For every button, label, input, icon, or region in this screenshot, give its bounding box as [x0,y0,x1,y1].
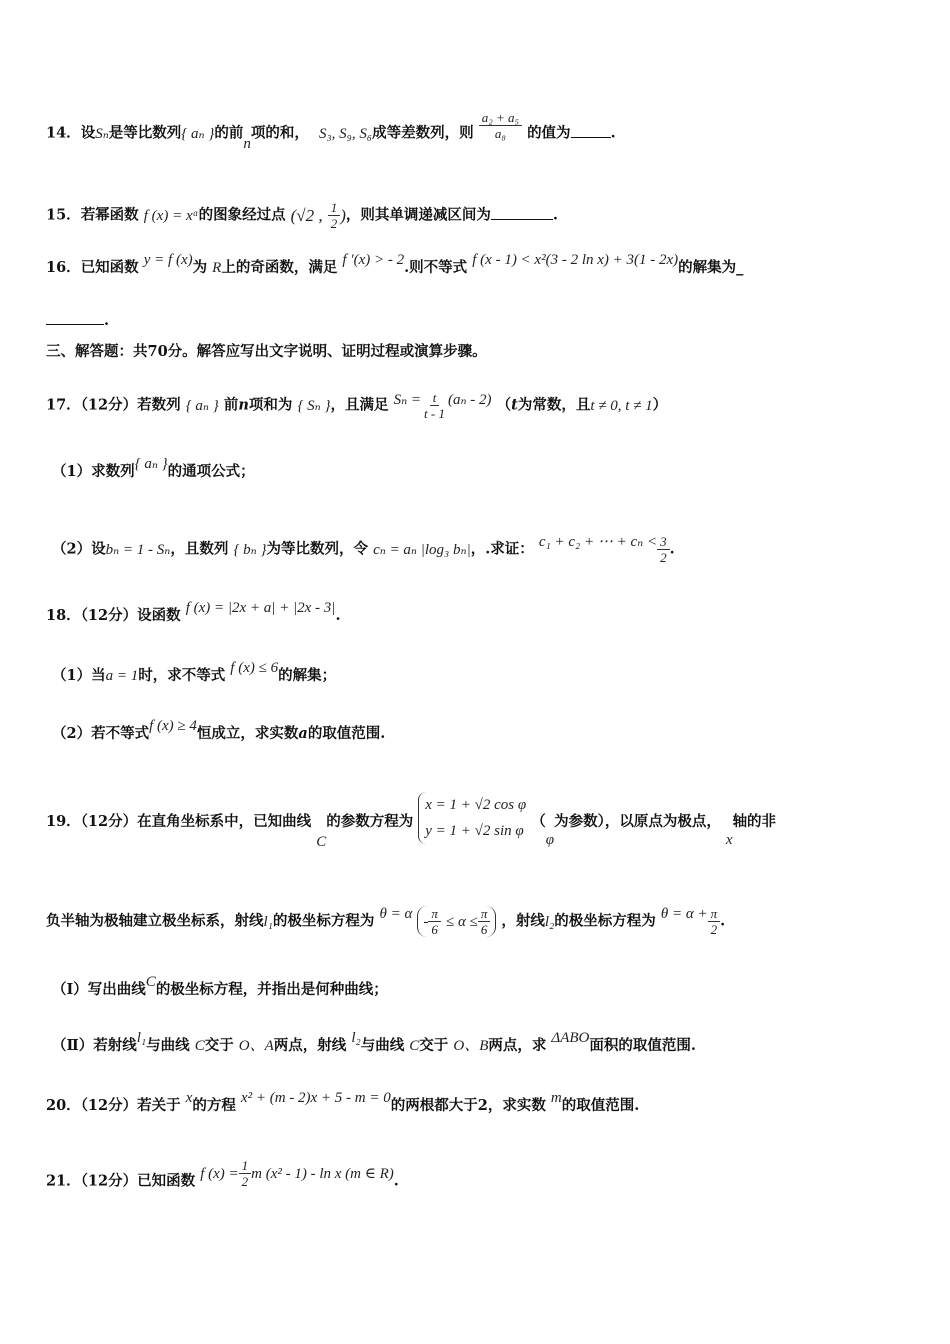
question-number: 20． [46,1097,81,1114]
text: （ [496,396,512,414]
question-21 [46,1158,910,1197]
fraction [421,390,448,421]
math-expression: l₂ [351,1030,361,1046]
text: 的两根都大于2，求实数 [390,1097,546,1114]
math-expression: f (x) ≥ 4 [149,718,197,734]
text: 设函数 [137,607,181,624]
question-17-part-1 [52,456,910,482]
fraction [478,906,491,937]
score-label: （12分） [80,813,138,830]
math-expression: x [185,1090,193,1106]
text: 与曲线 [146,1037,190,1054]
math-expression: C [145,974,156,990]
question-18 [46,600,910,626]
math-expression: l₁ [136,1030,147,1046]
question-18-part-2 [52,718,910,744]
math-expression: θ = α [379,905,413,922]
text: （Ⅰ）写出曲线 [52,981,146,998]
text: 的方程 [192,1097,236,1114]
interval-bracket [417,906,496,937]
math-expression: f (x) = xᵅ [143,207,199,224]
text: 的取值范围. [307,725,386,742]
math-expression: x = 1 + √2 cos φ [425,797,527,813]
math-expression: f (x) ≤ 6 [230,660,279,676]
text: ，且数列 [170,540,229,558]
math-expression: { aₙ } [181,125,215,142]
text: （2）设 [52,540,106,558]
math-expression: c₁ + c₂ + ⋯ + cₙ < [538,533,658,550]
text: . [720,912,726,930]
math-expression: f (x) = [200,1165,239,1182]
math-expression: ΔABO [551,1030,590,1046]
text: 设 [80,124,96,142]
text: . [393,1172,399,1190]
fraction-denominator: t - 1 [424,406,445,421]
fraction-denominator: 6 [480,922,488,937]
math-expression: (aₙ - 2) [447,391,492,408]
text: 成等差数列，则 [372,124,474,142]
fraction-numerator: a₂ + a₅ [479,110,522,126]
question-19-continued [46,906,910,937]
question-number: 16． [46,259,81,276]
fraction-numerator: 1 [328,200,341,216]
math-expression: l₁ [263,913,273,930]
text: 在直角坐标系中，已知曲线 [137,813,312,830]
text: 的前 [214,124,244,142]
text: 负半轴为极轴建立极坐标系，射线 [46,912,264,930]
text: 为常数，且 [517,396,591,414]
math-expression: θ = α + [660,905,708,922]
math-expression: n [243,135,251,152]
math-variable: a [298,725,308,742]
math-expression: m [550,1090,562,1106]
fraction [239,1158,252,1189]
text: . [552,206,558,224]
math-expression: x² + (m - 2)x + 5 - m = 0 [240,1090,391,1106]
math-expression: x [725,832,733,848]
text: . [335,607,341,624]
text: 若数列 [137,396,181,414]
question-19 [46,796,910,848]
text: 恒成立，求实数 [196,725,299,742]
text: 项的和， [250,124,309,142]
question-19-part-2 [52,1030,910,1056]
math-expression: { aₙ } [134,456,168,472]
math-expression: f (x - 1) < x²(3 - 2 ln x) + 3(1 - 2x) [472,252,679,268]
text: . [104,312,110,329]
question-14 [46,110,910,152]
text: 若幂函数 [80,206,139,224]
fraction-numerator: π [478,906,491,922]
text: ，射线 [501,912,545,930]
math-expression: R [212,260,222,276]
text: 项和为 [248,396,293,414]
math-expression: S₃, S₉, S₆ [318,125,373,142]
fraction-denominator: 6 [431,922,438,937]
text: （ [531,813,546,830]
math-expression: f ′(x) > - 2 [342,252,405,268]
text: 两点，射线 [273,1037,347,1054]
text: 的解集为_ [678,259,744,276]
text: 面积的取值范围. [589,1037,696,1054]
text: （2）若不等式 [52,725,150,742]
math-expression: { bₙ } [233,541,267,558]
text: 的极坐标方程为 [554,912,656,930]
question-number: 21． [46,1172,81,1190]
question-number: 14． [46,124,81,142]
text: 上的奇函数，满足 [221,259,338,276]
math-variable: t [511,396,518,414]
fraction-denominator: a₈ [494,126,506,141]
math-variable: n [238,396,249,414]
question-19-part-1 [52,974,910,1000]
math-expression: Sₙ = [393,391,422,408]
fraction-numerator: t [430,390,440,406]
text: （1）求数列 [52,463,135,480]
text: 已知函数 [137,1172,196,1190]
parametric-system [418,792,526,844]
fraction-denominator: 2 [241,1174,249,1189]
question-16 [46,252,910,278]
text: 的极坐标方程，并指出是何种曲线； [155,981,388,998]
fraction-numerator: π [428,906,441,922]
question-17 [46,390,910,421]
question-16-continued [46,310,910,331]
fraction [479,110,522,141]
question-17-part-2 [52,534,910,565]
text: 两点，求 [488,1037,547,1054]
text: .则不等式 [404,259,468,276]
fraction-numerator: 3 [657,534,670,550]
math-expression: m (x² - 1) - ln x (m ∈ R) [251,1165,394,1182]
fraction-numerator: 1 [239,1158,252,1174]
text: 的参数方程为 [326,813,414,830]
math-expression: C [316,834,327,850]
fraction-denominator: 2 [660,550,667,565]
text: （Ⅱ）若射线 [52,1037,137,1054]
answer-blank[interactable] [46,310,104,325]
text: 时，求不等式 [138,667,226,684]
text: 的极坐标方程为 [272,912,375,930]
question-18-part-1 [52,660,910,686]
score-label: （12分） [80,396,138,414]
math-expression: ) [340,205,346,225]
math-expression: Sₙ [95,125,109,142]
text: 轴的非 [732,813,777,830]
text: 为参数），以原点为极点， [554,813,721,830]
text: 交于 [419,1037,449,1054]
math-expression: ≤ α ≤ [445,913,478,930]
math-expression: C [409,1038,420,1054]
fraction [328,200,341,231]
text: ，.求证： [470,540,534,558]
math-expression: O、B [453,1038,489,1054]
question-15 [46,200,910,231]
text: 已知函数 [80,259,139,276]
math-expression: φ [545,832,555,848]
text: 的解集； [278,667,337,684]
score-label: （12分） [80,1172,138,1190]
question-number: 19． [46,813,81,830]
section-heading: 三、解答题：共70分。解答应写出文字说明、证明过程或演算步骤。 [46,343,487,360]
question-number: 18． [46,607,81,624]
text: 前 [223,396,239,414]
fraction-denominator: 2 [710,922,718,937]
score-label: （12分） [80,607,138,624]
math-expression: O、A [238,1038,274,1054]
math-expression: y = 1 + √2 sin φ [425,823,524,839]
text: 若关于 [137,1097,181,1114]
text: 为 [192,259,208,276]
text: ，则其单调递减区间为 [345,206,491,224]
text: （1）当 [52,667,106,684]
text: 的通项公式； [167,463,255,480]
math-expression: { aₙ } [185,397,219,414]
math-expression: C [194,1038,205,1054]
math-expression: f (x) = |2x + a| + |2x - 3| [185,600,336,616]
score-label: （12分） [80,1097,138,1114]
text: 为等比数列，令 [266,540,369,558]
text: ，且满足 [330,396,389,414]
text: 的值为 [527,124,571,142]
text: 的图象经过点 [198,206,286,224]
math-expression: (√2 , [290,205,323,225]
math-expression: cₙ = aₙ |log₃ bₙ| [373,541,471,558]
fraction-numerator: π [708,906,721,922]
math-expression: l₂ [544,913,555,930]
answer-blank[interactable] [491,205,553,220]
text: 与曲线 [360,1037,405,1054]
text: 交于 [204,1037,234,1054]
fraction [657,534,670,565]
question-20 [46,1090,910,1116]
answer-blank[interactable] [571,123,611,138]
text: 的取值范围. [561,1097,640,1114]
math-expression: a = 1 [105,668,139,684]
question-number: 17． [46,396,81,414]
text: 是等比数列 [108,124,182,142]
fraction [708,906,721,937]
text: . [610,124,616,142]
text: . [669,540,675,558]
math-expression: t ≠ 0, t ≠ 1 [590,397,653,414]
fraction [428,906,441,937]
math-expression: bₙ = 1 - Sₙ [105,541,171,558]
math-expression: { Sₙ } [297,397,331,414]
text: ） [652,396,668,414]
math-expression: - [423,913,429,930]
fraction-denominator: 2 [330,216,338,231]
math-expression: y = f (x) [143,252,193,268]
question-number: 15． [46,206,81,224]
